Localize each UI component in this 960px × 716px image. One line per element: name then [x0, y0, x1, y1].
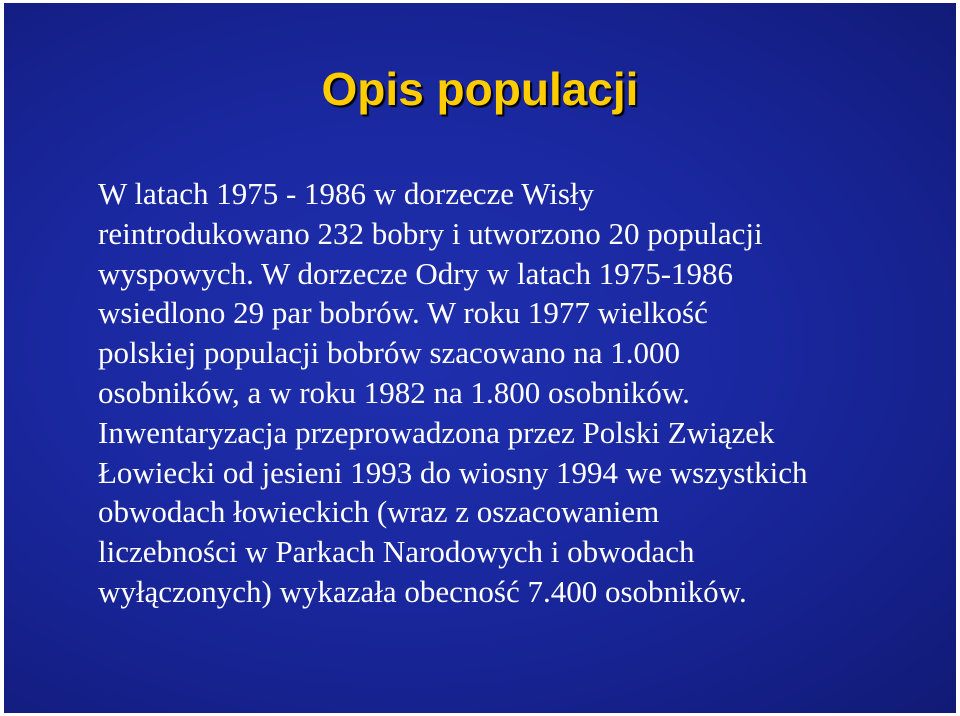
- body-line: Łowiecki od jesieni 1993 do wiosny 1994 we wszystkich: [98, 454, 808, 490]
- slide-title: Opis populacji: [321, 63, 639, 115]
- body-line: obwodach łowieckich (wraz z oszacowaniem: [98, 494, 660, 530]
- body-line: osobników, a w roku 1982 na 1.800 osobników.: [98, 374, 690, 410]
- body-line: reintrodukowano 232 bobry i utworzono 20 populacji: [98, 215, 763, 251]
- slide: [4, 3, 956, 713]
- body-line: wyłączonych) wykazała obecność 7.400 osobników.: [98, 573, 747, 609]
- body-line: W latach 1975 - 1986 w dorzecze Wisły: [98, 176, 595, 211]
- slide-body-text: [98, 174, 938, 612]
- body-line: polskiej populacji bobrów szacowano na 1.000: [98, 335, 680, 371]
- body-line: wyspowych. W dorzecze Odry w latach 1975-1986: [98, 255, 734, 291]
- body-line: liczebności w Parkach Narodowych i obwodach: [98, 534, 695, 570]
- body-line: Inwentaryzacja przeprowadzona przez Polski Związek: [98, 414, 775, 450]
- body-line: wsiedlono 29 par bobrów. W roku 1977 wielkość: [98, 295, 708, 331]
